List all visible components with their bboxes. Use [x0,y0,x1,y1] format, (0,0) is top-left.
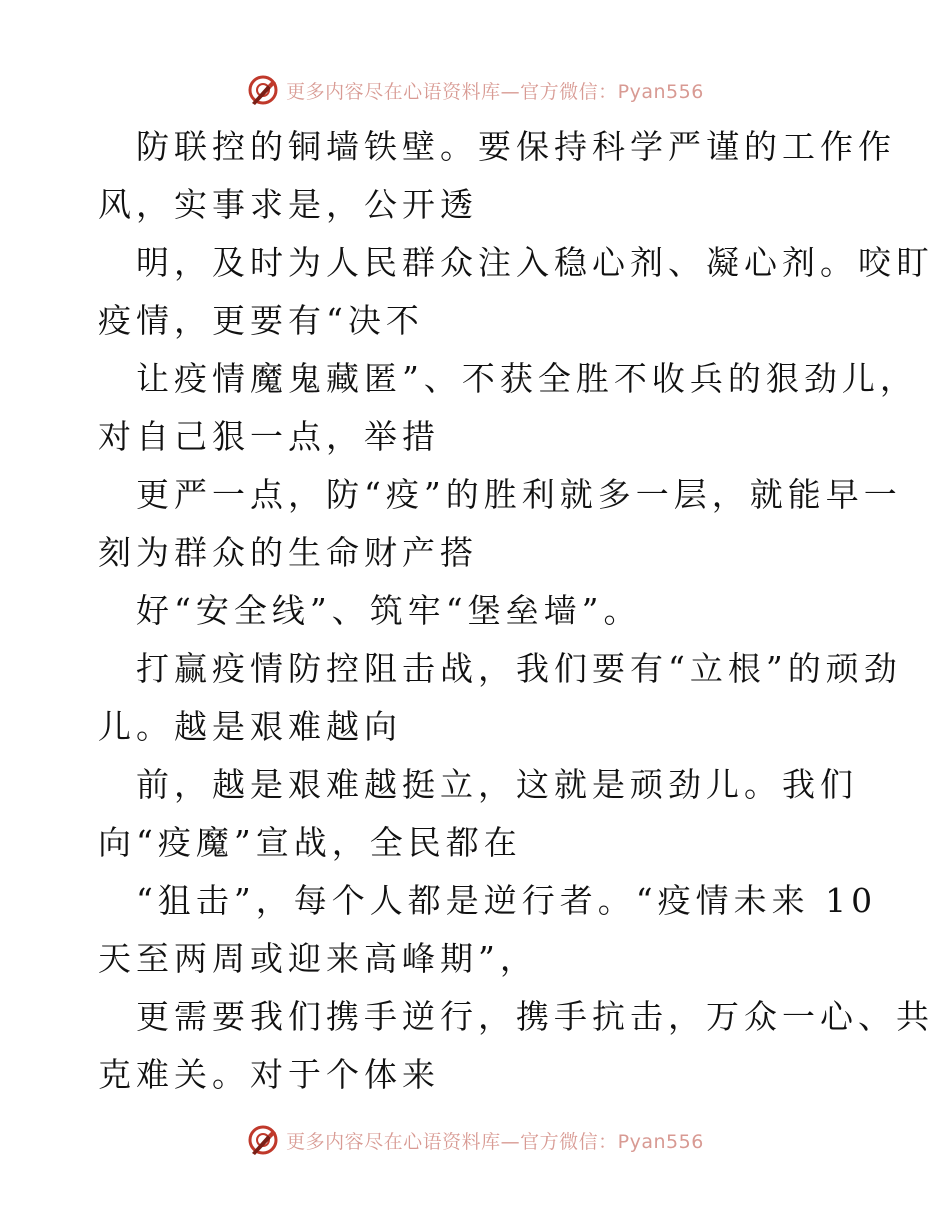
text-line: 疫情，更要有“决不 [98,301,424,340]
header-watermark [0,68,950,112]
pen-circle-logo-icon [246,1123,280,1157]
text-line: 防联控的铜墙铁壁。要保持科学严谨的工作作 [136,127,896,166]
text-line: 明，及时为人民群众注入稳心剂、凝心剂。咬盯 [136,243,934,282]
text-line: 让疫情魔鬼藏匿”、不获全胜不收兵的狠劲儿， [136,359,918,398]
document-body [98,118,934,1104]
footer-watermark [0,1118,950,1162]
text-line: 天至两周或迎来高峰期”， [98,939,538,978]
text-line: 风，实事求是，公开透 [98,185,478,224]
text-line: 打赢疫情防控阻击战，我们要有“立根”的顽劲 [136,649,902,688]
watermark-text: 更多内容尽在心语资料库—官方微信：Pyan556 [286,80,704,103]
watermark-text: 更多内容尽在心语资料库—官方微信：Pyan556 [286,1130,704,1153]
text-line: 更需要我们携手逆行，携手抗击，万众一心、共 [136,997,934,1036]
text-line: 更严一点，防“疫”的胜利就多一层，就能早一 [136,475,902,514]
text-line: “狙击”，每个人都是逆行者。“疫情未来 10 [136,881,878,920]
text-line: 克难关。对于个体来 [98,1055,440,1094]
text-line: 前，越是艰难越挺立，这就是顽劲儿。我们 [136,765,858,804]
text-line: 向“疫魔”宣战，全民都在 [98,823,522,862]
text-line: 儿。越是艰难越向 [98,707,402,746]
text-line: 对自己狠一点，举措 [98,417,440,456]
pen-circle-logo-icon [246,73,280,107]
text-line: 刻为群众的生命财产搭 [98,533,478,572]
text-line: 好“安全线”、筑牢“堡垒墙”。 [136,591,642,630]
